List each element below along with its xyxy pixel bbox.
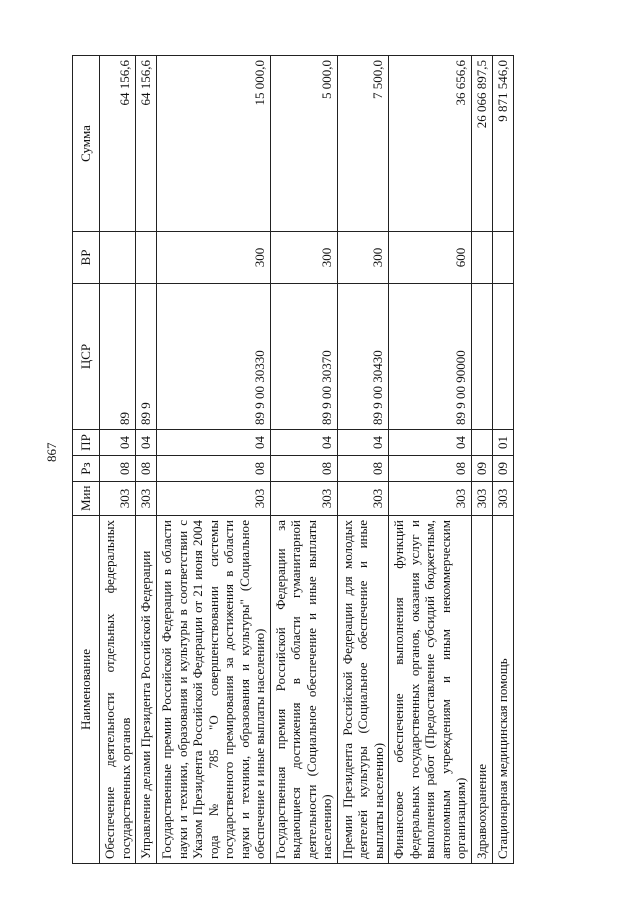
budget-table-container [72,56,514,864]
row-rz: 09 [492,456,513,482]
row-sum: 36 656,6 [389,56,472,232]
page-number: 867 [44,442,59,462]
row-pr: 04 [270,430,337,456]
table-row [337,56,389,864]
row-rz: 08 [136,456,157,482]
row-pr [471,430,492,456]
row-name: Стационарная медицинская помощь [492,516,513,864]
row-name: Здравоохранение [471,516,492,864]
row-vr [136,232,157,284]
row-sum: 64 156,6 [136,56,157,232]
row-vr: 300 [270,232,337,284]
row-rz: 09 [471,456,492,482]
row-sum: 64 156,6 [100,56,136,232]
row-min: 303 [337,482,389,516]
table-row [100,56,136,864]
row-pr: 04 [100,430,136,456]
table-row [389,56,472,864]
row-csr [471,284,492,430]
row-name: Премии Президента Российской Федерации для молодых деятелей культуры (Социальное обеспечение и иные выплаты населению) [337,516,389,864]
header-name: Наименование [73,516,100,864]
row-csr: 89 9 [136,284,157,430]
row-pr: 01 [492,430,513,456]
row-min: 303 [389,482,472,516]
row-min: 303 [136,482,157,516]
row-rz: 08 [100,456,136,482]
row-min: 303 [100,482,136,516]
row-vr: 300 [337,232,389,284]
row-pr: 04 [337,430,389,456]
row-csr: 89 9 00 30330 [157,284,271,430]
row-pr: 04 [136,430,157,456]
row-pr: 04 [389,430,472,456]
row-csr: 89 9 00 90000 [389,284,472,430]
table-row [157,56,271,864]
header-sum: Сумма [73,56,100,232]
row-min: 303 [270,482,337,516]
row-name: Государственная премия Российской Федерации за выдающиеся достижения в области гуманитарной деятельности (Социальное обеспечение и иные выплаты населению) [270,516,337,864]
row-name: Управление делами Президента Российской Федерации [136,516,157,864]
row-name: Обеспечение деятельности отдельных федеральных государственных органов [100,516,136,864]
row-rz: 08 [389,456,472,482]
row-csr: 89 9 00 30430 [337,284,389,430]
header-pr: ПР [73,430,100,456]
table-row [270,56,337,864]
row-name: Государственные премии Российской Федерации в области науки и техники, образования и культуры в соответствии с Указом Президента Российской Федерации от 21 июня 2004 года № 785 "О совершенствовании системы государственного премирования за достижения в области науки и техники, образования и культуры" (Социальное обеспечение и иные выплаты населению) [157,516,271,864]
row-sum: 15 000,0 [157,56,271,232]
row-rz: 08 [270,456,337,482]
row-min: 303 [471,482,492,516]
row-pr: 04 [157,430,271,456]
row-rz: 08 [337,456,389,482]
row-rz: 08 [157,456,271,482]
row-vr: 600 [389,232,472,284]
row-csr [492,284,513,430]
row-csr: 89 9 00 30370 [270,284,337,430]
row-sum: 7 500,0 [337,56,389,232]
table-row [136,56,157,864]
row-sum: 5 000,0 [270,56,337,232]
table-row [471,56,492,864]
table-header-row [73,56,100,864]
row-vr: 300 [157,232,271,284]
table-row [492,56,513,864]
row-min: 303 [157,482,271,516]
row-name: Финансовое обеспечение выполнения функций федеральных государственных органов, оказания услуг и выполнения работ (Предоставление субсидий бюджетным, автономным учреждениям и иным некоммерческим организациям) [389,516,472,864]
row-min: 303 [492,482,513,516]
row-csr: 89 [100,284,136,430]
header-min: Мин [73,482,100,516]
row-vr [100,232,136,284]
row-vr [492,232,513,284]
header-csr: ЦСР [73,284,100,430]
header-vr: ВР [73,232,100,284]
row-vr [471,232,492,284]
row-sum: 26 066 897,5 [471,56,492,232]
budget-table [72,55,514,864]
row-sum: 9 871 546,0 [492,56,513,232]
header-rz: Рз [73,456,100,482]
